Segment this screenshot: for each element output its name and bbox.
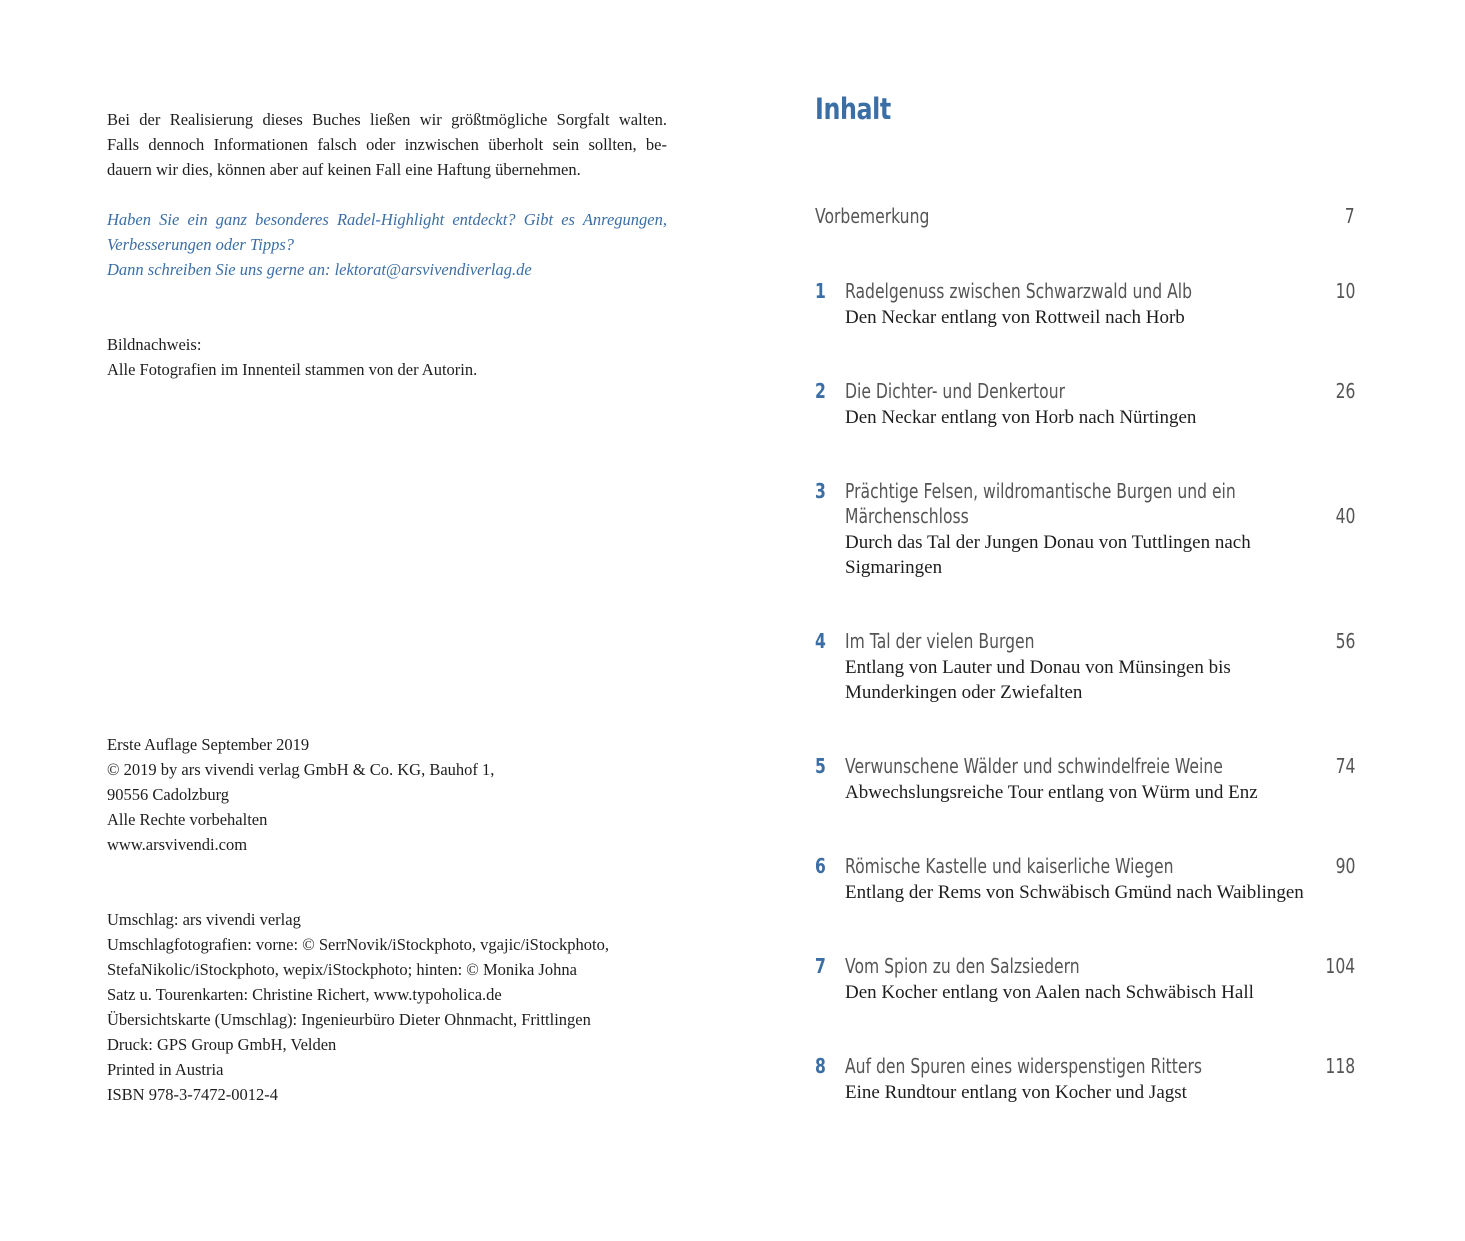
production-line: Umschlagfotografien: vorne: © SerrNovik/iStockphoto, vgajic/iStockphoto, <box>107 935 609 954</box>
notice-line: Falls dennoch Informationen falsch oder inzwischen überholt sein sollten, be- <box>107 135 667 154</box>
edition-line: Alle Rechte vorbehalten <box>107 810 268 829</box>
toc-page-number: 26 <box>1335 379 1355 403</box>
toc-entry-title <box>845 279 1290 304</box>
toc-page-number: 40 <box>1335 504 1355 528</box>
toc-entry-title-line: Prächtige Felsen, wildromantische Burgen und ein <box>845 479 1236 503</box>
toc-title: Inhalt <box>815 92 891 126</box>
toc-page-number: 118 <box>1325 1054 1355 1078</box>
production-line: Druck: GPS Group GmbH, Velden <box>107 1035 337 1054</box>
toc-entry-title-line: Im Tal der vielen Burgen <box>845 629 1035 653</box>
production-line: Übersichtskarte (Umschlag): Ingenieurbüro Dieter Ohnmacht, Frittlingen <box>107 1010 591 1029</box>
toc-entry-subtitle <box>845 655 1357 705</box>
toc-entry-title-line: Radelgenuss zwischen Schwarzwald und Alb <box>845 279 1193 303</box>
notice-line: Bei der Realisierung dieses Buches ließen wir größtmögliche Sorgfalt walten. <box>107 110 667 129</box>
toc-page-number: 74 <box>1335 754 1355 778</box>
feedback-line: Verbesserungen oder Tipps? <box>107 235 294 254</box>
toc-entry-title <box>845 479 1346 529</box>
toc-entry-subtitle <box>845 980 1357 1005</box>
toc-entry-title-line: Vom Spion zu den Salzsiedern <box>845 954 1080 978</box>
publisher-url: www.arsvivendi.com <box>107 835 248 854</box>
toc-entry-subtitle <box>845 880 1357 905</box>
toc-entry-subtitle-line: Den Neckar entlang von Rottweil nach Horb <box>845 307 1185 328</box>
production-line: Satz u. Tourenkarten: Christine Richert, www.typoholica.de <box>107 985 502 1004</box>
toc-entry-subtitle-line: Abwechslungsreiche Tour entlang von Würm und Enz <box>845 782 1258 803</box>
toc-entry-title-line: Märchenschloss <box>845 504 969 528</box>
toc-page-number: 10 <box>1335 279 1355 303</box>
toc-entry-subtitle-line: Durch das Tal der Jungen Donau von Tuttlingen nach <box>845 532 1251 553</box>
toc-entry-number: 7 <box>815 954 826 978</box>
credits-label: Bildnachweis: <box>107 335 202 354</box>
toc-entry-subtitle <box>845 405 1357 430</box>
toc-entry-title <box>845 854 1266 879</box>
toc-preliminary <box>815 204 1355 234</box>
toc-entry-title <box>845 954 1146 979</box>
toc-entry-subtitle-line: Sigmaringen <box>845 557 943 578</box>
isbn: ISBN 978-3-7472-0012-4 <box>107 1085 278 1104</box>
feedback-line: Dann schreiben Sie uns gerne an: lektorat@arsvivendiverlag.de <box>107 260 532 279</box>
production-line: Printed in Austria <box>107 1060 224 1079</box>
production-line: StefaNikolic/iStockphoto, wepix/iStockphoto; hinten: © Monika Johna <box>107 960 577 979</box>
toc-entry-subtitle <box>845 780 1357 805</box>
feedback-request <box>107 207 667 282</box>
toc-entry-title-line: Die Dichter- und Denkertour <box>845 379 1066 403</box>
toc-entry-subtitle <box>845 530 1357 580</box>
toc-entry-title <box>845 1054 1303 1079</box>
photo-credits <box>107 332 477 382</box>
toc-entry-title <box>845 754 1329 779</box>
toc-preliminary-label: Vorbemerkung <box>815 204 930 228</box>
edition-line: © 2019 by ars vivendi verlag GmbH & Co. KG, Bauhof 1, <box>107 760 495 779</box>
toc-entry-subtitle-line: Den Kocher entlang von Aalen nach Schwäbisch Hall <box>845 982 1254 1003</box>
toc-entry-number: 2 <box>815 379 826 403</box>
toc-entry-title-line: Auf den Spuren eines widerspenstigen Ritters <box>845 1054 1203 1078</box>
toc-entry-number: 5 <box>815 754 826 778</box>
toc-page-number: 90 <box>1335 854 1355 878</box>
toc-entry-subtitle <box>845 305 1357 330</box>
toc-entry-title <box>845 629 1088 654</box>
toc-entry-subtitle-line: Entlang von Lauter und Donau von Münsingen bis <box>845 657 1231 678</box>
toc-entry-number: 8 <box>815 1054 826 1078</box>
toc-entry-number: 3 <box>815 479 826 503</box>
imprint-page <box>107 107 667 1104</box>
toc-entry-number: 1 <box>815 279 826 303</box>
edition-line: Erste Auflage September 2019 <box>107 735 310 754</box>
liability-notice <box>107 107 667 182</box>
toc-entry-title-line: Römische Kastelle und kaiserliche Wiegen <box>845 854 1174 878</box>
edition-line: 90556 Cadolzburg <box>107 785 230 804</box>
toc-entry-subtitle-line: Eine Rundtour entlang von Kocher und Jagst <box>845 1082 1187 1103</box>
table-of-contents <box>815 0 1355 1241</box>
toc-page-number: 7 <box>1345 204 1355 228</box>
production-line: Umschlag: ars vivendi verlag <box>107 910 301 929</box>
edition-info <box>107 732 494 857</box>
toc-entry-title <box>845 379 1127 404</box>
toc-entry-number: 6 <box>815 854 826 878</box>
notice-line: dauern wir dies, können aber auf keinen Fall eine Haftung übernehmen. <box>107 160 581 179</box>
feedback-line: Haben Sie ein ganz besonderes Radel-Highlight entdeckt? Gibt es Anregungen, <box>107 210 667 229</box>
toc-entry-subtitle <box>845 1080 1357 1105</box>
toc-entry-subtitle-line: Entlang der Rems von Schwäbisch Gmünd nach Waiblingen <box>845 882 1304 903</box>
toc-entry-number: 4 <box>815 629 826 653</box>
toc-page-number: 104 <box>1325 954 1355 978</box>
toc-page-number: 56 <box>1335 629 1355 653</box>
toc-entry-subtitle-line: Den Neckar entlang von Horb nach Nürtingen <box>845 407 1197 428</box>
production-credits <box>107 907 609 1107</box>
toc-entry-subtitle-line: Munderkingen oder Zwiefalten <box>845 682 1083 703</box>
toc-entry-title-line: Verwunschene Wälder und schwindelfreie Weine <box>845 754 1223 778</box>
credits-text: Alle Fotografien im Innenteil stammen von der Autorin. <box>107 360 478 379</box>
